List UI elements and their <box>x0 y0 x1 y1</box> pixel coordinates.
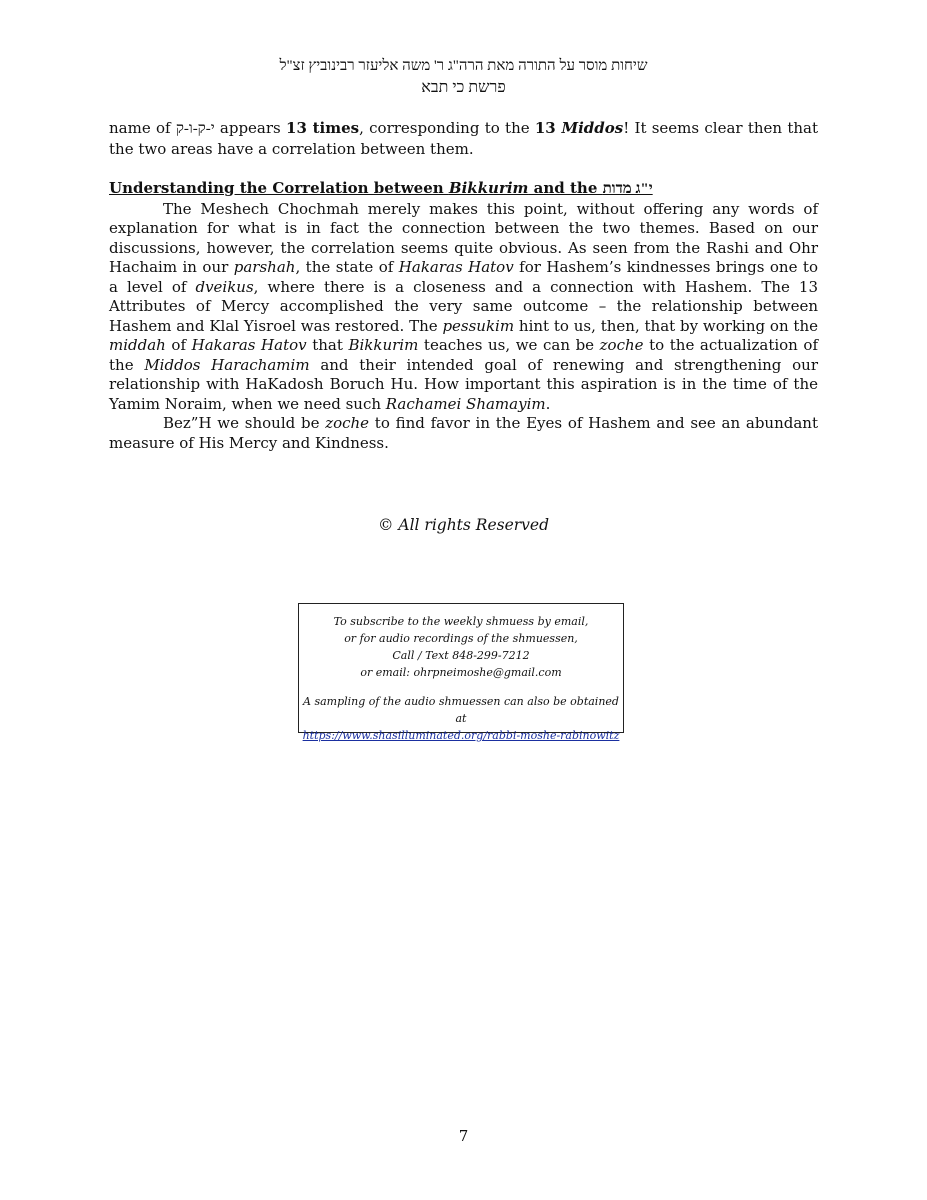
intro-text: name of <box>109 119 176 137</box>
intro-bold: 13 times <box>286 119 360 137</box>
audio-link[interactable]: https://www.shasilluminated.org/rabbi-moshe-rabinowitz <box>302 729 620 742</box>
intro-bold: 13 <box>534 119 562 137</box>
subscribe-email: or email: ohrpneimoshe@gmail.com <box>360 666 562 679</box>
para-italic: dveikus <box>195 277 254 296</box>
para-text: to find favor in the Eyes of Hashem and see an abundant measure of His Mercy and Kindness. <box>109 414 818 452</box>
para-text: , where there is a closeness and a connection with Hashem. The 13 Attributes of Mercy accomplished the very same outcome – the relationship between Hashem and Klal Yisroel was restored. The <box>109 277 818 335</box>
intro-text: appears <box>214 119 287 137</box>
para-italic: zoche <box>599 336 644 354</box>
copyright-notice: © All rights Reserved <box>377 516 550 534</box>
subscribe-sampling-line: A sampling of the audio shmuessen can also be obtained at <box>303 695 619 725</box>
para-text: Bez”H we should be <box>163 414 326 432</box>
para-text: hint to us, then, that by working on the <box>514 316 818 335</box>
heading-hebrew: י"ג מדות <box>602 181 653 197</box>
para-italic: Middos Harachamim <box>144 355 310 374</box>
intro-paragraph <box>109 119 818 159</box>
para-italic: pessukim <box>442 316 515 335</box>
section-heading <box>109 179 818 200</box>
subscription-box <box>298 603 624 742</box>
para-italic: Rachamei Shamayim <box>385 394 546 413</box>
heading-italic: Bikkurim <box>448 179 529 197</box>
body-paragraph-2 <box>109 414 818 453</box>
para-text: that <box>306 336 349 354</box>
para-text: of <box>165 336 192 354</box>
heading-text: Understanding the Correlation between <box>109 179 449 197</box>
subscribe-phone: Call / Text 848-299-7212 <box>392 649 530 662</box>
para-text: The Meshech Chochmah merely makes this point, without offering any words of explanation for what is in fact the connection between the two themes. Based on our discussions, however, the correlation seems quite obvious. As seen from the Rashi and Ohr Hachaim in our <box>109 199 818 276</box>
subscribe-line-2: or for audio recordings of the shmuessen, <box>344 632 578 645</box>
header-parsha-line: פרשת כי תבא <box>421 79 506 96</box>
intro-bold-italic: Middos <box>561 119 624 137</box>
para-italic: Hakaras Hatov <box>398 258 514 276</box>
para-text: for Hashem’s kindnesses brings one to a level of <box>109 258 818 296</box>
page-number: 7 <box>458 1127 469 1145</box>
para-italic: middah <box>109 336 166 354</box>
para-text: and their intended goal of renewing and strengthening our relationship with HaKadosh Boruch Hu. How important this aspiration is in the time of the Yamim Noraim, when we need such <box>109 355 818 413</box>
para-text: . <box>545 394 551 413</box>
intro-text: , corresponding to the <box>359 119 535 137</box>
para-italic: zoche <box>325 414 370 432</box>
para-italic: parshah <box>233 258 296 276</box>
para-text: teaches us, we can be <box>418 336 600 354</box>
body-paragraph-1 <box>109 200 818 415</box>
heading-text: and the <box>528 179 603 197</box>
para-text: to the actualization of the <box>109 336 819 374</box>
para-italic: Bikkurim <box>348 336 419 354</box>
para-text: , the state of <box>295 258 399 276</box>
subscribe-line-1: To subscribe to the weekly shmuess by email, <box>333 615 589 628</box>
divine-name-hebrew: י-ק-ו-ק <box>175 121 215 137</box>
intro-text: ! It seems clear then that the two areas have a correlation between them. <box>109 119 818 158</box>
document-body <box>109 119 818 453</box>
page-header <box>0 55 927 99</box>
para-italic: Hakaras Hatov <box>191 336 307 354</box>
header-author-line: שיחות מוסר על התורה מאת הרה"ג ר' משה אליעזר רבינוביץ זצ"ל <box>279 58 648 74</box>
